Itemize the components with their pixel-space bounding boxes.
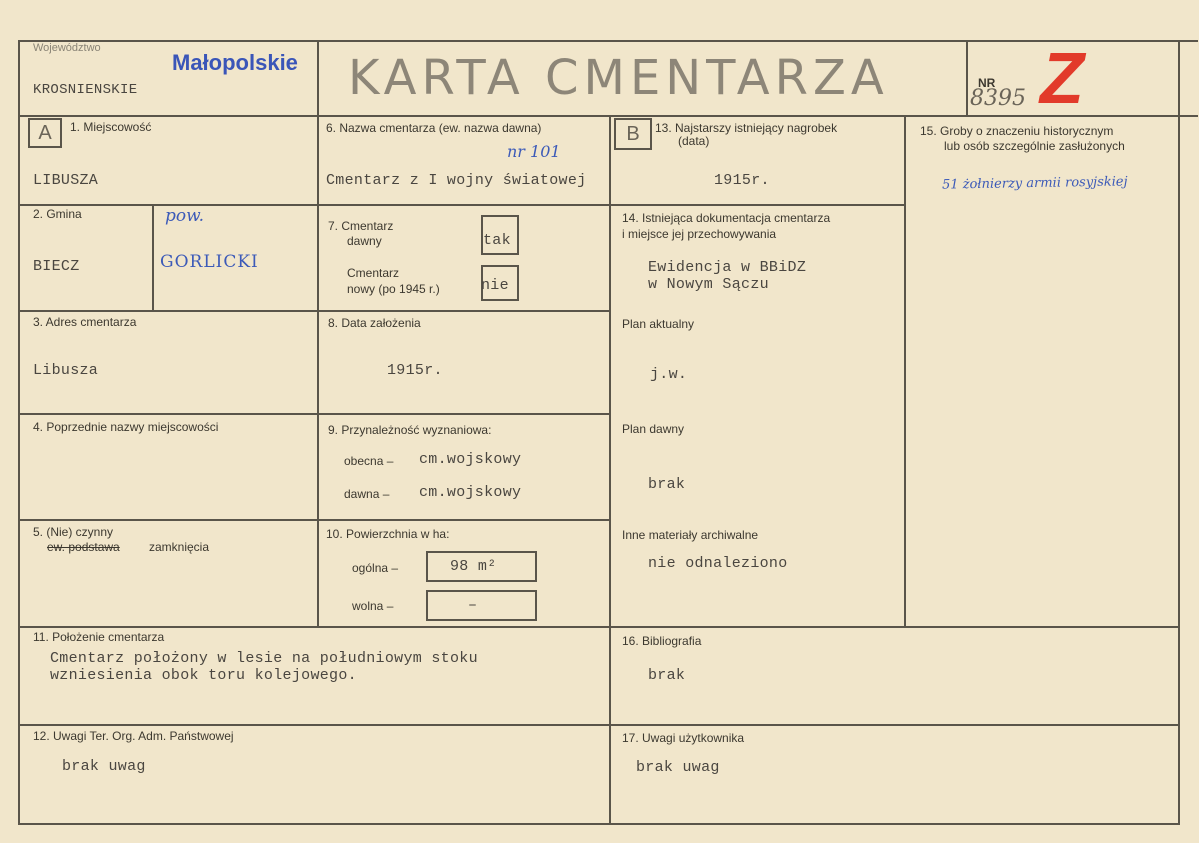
f8-label: 8. Data założenia — [328, 316, 421, 330]
voivodeship-value: KROSNIENSKIE — [33, 82, 138, 98]
f6-value: Cmentarz z I wojny światowej — [326, 172, 587, 189]
f7-label-new1: Cmentarz — [347, 266, 400, 280]
f16-label: 16. Bibliografia — [622, 634, 702, 648]
f1-label: 1. Miejscowość — [70, 120, 152, 134]
f2-powiat-label: pow. — [165, 206, 205, 226]
nr-mark: Z — [1040, 39, 1084, 119]
f6-label: 6. Nazwa cmentarza (ew. nazwa dawna) — [326, 121, 542, 135]
f9-former-label: dawna – — [344, 487, 390, 501]
f7-label-new2: nowy (po 1945 r.) — [347, 282, 440, 296]
nr-label: NR — [978, 76, 996, 90]
f14-plan-old-label: Plan dawny — [622, 422, 685, 436]
f14-plan-current-label: Plan aktualny — [622, 317, 695, 331]
f13-label1: 13. Najstarszy istniejący nagrobek — [655, 121, 838, 135]
f7-label-old1: 7. Cmentarz — [328, 219, 394, 233]
f10-free-value: – — [468, 597, 478, 614]
rule-row5 — [18, 626, 1180, 628]
f9-current-value: cm.wojskowy — [419, 451, 522, 468]
rule-col3 — [904, 115, 906, 627]
rule-row6 — [18, 724, 1180, 726]
f7-value-new: nie — [481, 277, 509, 294]
rule-right — [1178, 40, 1180, 825]
f15-label1: 15. Groby o znaczeniu historycznym — [920, 124, 1114, 138]
f5-label2: ew. podstawa — [47, 540, 120, 554]
f3-label: 3. Adres cmentarza — [33, 315, 137, 329]
f17-value: brak uwag — [636, 759, 720, 776]
f3-value: Libusza — [33, 362, 99, 379]
rule-row4 — [18, 519, 610, 521]
f6-note: nr 101 — [507, 142, 561, 161]
f14-other-label: Inne materiały archiwalne — [622, 528, 759, 542]
f12-label: 12. Uwagi Ter. Org. Adm. Państwowej — [33, 729, 234, 743]
f2-value: BIECZ — [33, 258, 80, 275]
f14-value2: w Nowym Sączu — [648, 276, 769, 293]
f2-label: 2. Gmina — [33, 207, 82, 221]
f13-value: 1915r. — [714, 172, 770, 189]
rule-gmina-split — [152, 204, 154, 310]
f1-value: LIBUSZA — [33, 172, 99, 189]
f15-label2: lub osób szczególnie zasłużonych — [944, 139, 1125, 153]
f14-value1: Ewidencja w BBiDZ — [648, 259, 807, 276]
f14-label1: 14. Istniejąca dokumentacja cmentarza — [622, 211, 831, 225]
voivodeship-label: Województwo — [33, 42, 101, 54]
rule-col1 — [317, 40, 319, 627]
f9-former-value: cm.wojskowy — [419, 484, 522, 501]
f12-value: brak uwag — [62, 758, 146, 775]
f7-label-old2: dawny — [347, 234, 382, 248]
f16-value: brak — [648, 667, 686, 684]
f2-powiat-value: GORLICKI — [160, 252, 259, 272]
f10-total-box — [426, 551, 537, 582]
section-b-letter: B — [626, 123, 640, 145]
rule-row2 — [18, 310, 610, 312]
f14-plan-old-value: brak — [648, 476, 686, 493]
card-title: KARTA CMENTARZA — [348, 50, 889, 106]
rule-row1 — [18, 204, 610, 206]
rule-row1b — [610, 204, 904, 206]
f15-value: 51 żołnierzy armii rosyjskiej — [941, 174, 1128, 193]
section-a-box — [28, 118, 62, 148]
voivodeship-stamp: Małopolskie — [172, 50, 298, 75]
f5-label3: zamknięcia — [149, 540, 210, 554]
f10-free-label: wolna – — [352, 599, 394, 613]
rule-header-bottom — [18, 115, 1198, 117]
rule-row3 — [18, 413, 610, 415]
f11-line2: wzniesienia obok toru kolejowego. — [50, 667, 357, 684]
f13-label2: (data) — [678, 134, 710, 148]
rule-nr — [966, 40, 968, 115]
f11-line1: Cmentarz położony w lesie na południowym stoku — [50, 650, 478, 667]
f14-plan-current-value: j.w. — [650, 366, 688, 383]
f14-label2: i miejsce jej przechowywania — [622, 227, 777, 241]
f14-other-value: nie odnaleziono — [648, 555, 788, 572]
f10-total-label: ogólna – — [352, 561, 399, 575]
section-a-letter: A — [38, 122, 52, 144]
rule-bottom — [18, 823, 1180, 825]
rule-col2 — [609, 115, 611, 823]
f11-label: 11. Położenie cmentarza — [33, 630, 165, 644]
f5-label: 5. (Nie) czynny — [33, 525, 114, 539]
f7-value-old: tak — [483, 232, 511, 249]
f9-label: 9. Przynależność wyznaniowa: — [328, 423, 492, 437]
f4-label: 4. Poprzednie nazwy miejscowości — [33, 420, 219, 434]
f10-free-box — [426, 590, 537, 621]
section-b-box — [614, 118, 652, 150]
f10-label: 10. Powierzchnia w ha: — [326, 527, 450, 541]
f17-label: 17. Uwagi użytkownika — [622, 731, 745, 745]
rule-top — [18, 40, 1198, 42]
nr-value: 8395 — [970, 86, 1026, 111]
f8-value: 1915r. — [387, 362, 443, 379]
rule-left — [18, 40, 20, 825]
f9-current-label: obecna – — [344, 454, 394, 468]
f10-total-value: 98 m² — [450, 558, 497, 575]
